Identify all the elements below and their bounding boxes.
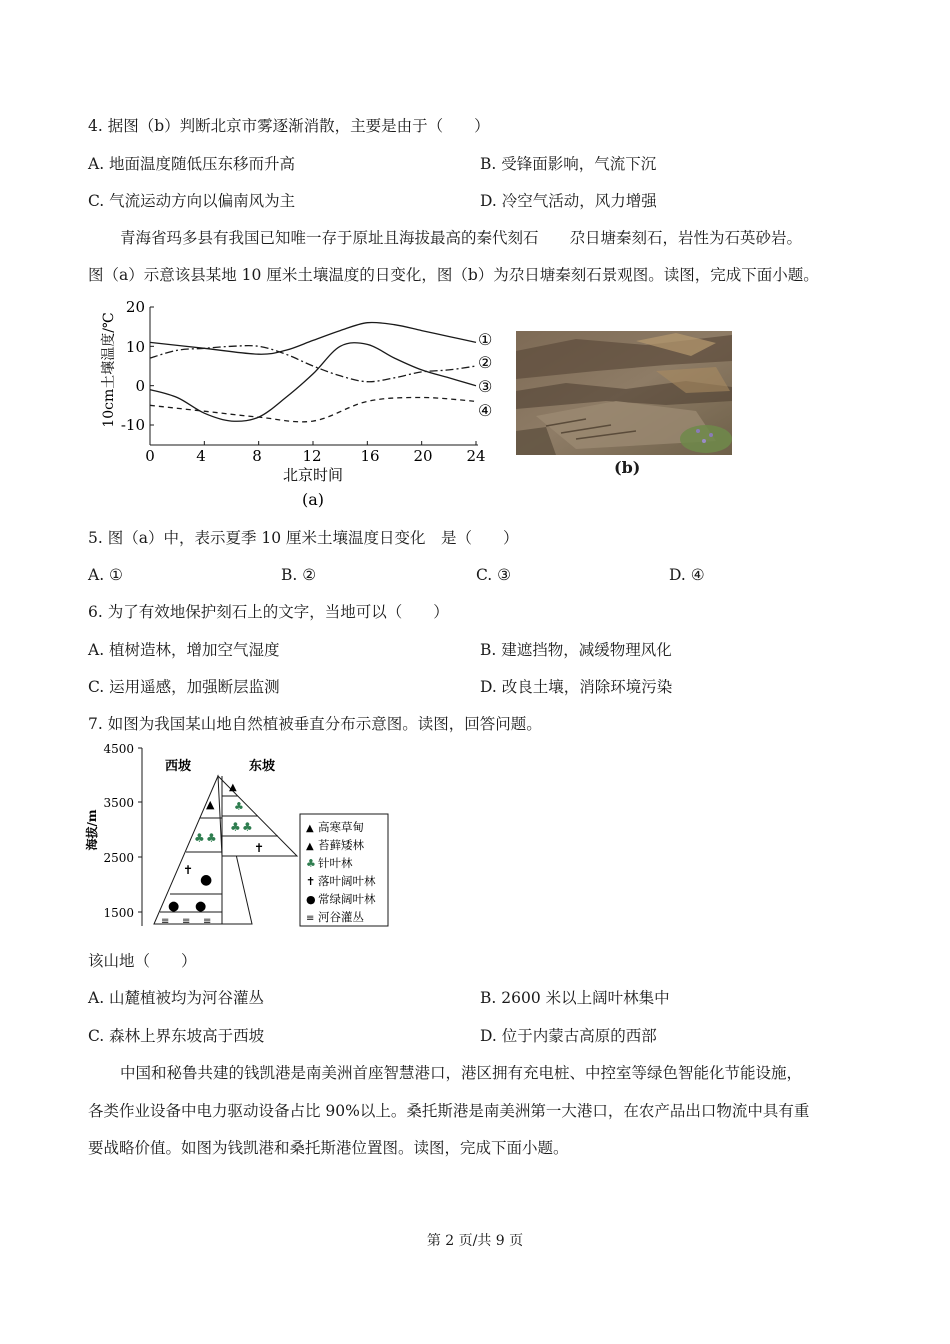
x-tick-label: 0	[145, 447, 155, 465]
q5-option-c: C. ③	[476, 566, 512, 584]
q6-stem: 6. 为了有效地保护刻石上的文字，当地可以（ ）	[88, 603, 449, 621]
curve-label-3: ③	[478, 377, 493, 396]
x-axis-label: 北京时间	[282, 466, 344, 484]
q5-option-d: D. ④	[669, 566, 705, 584]
passage1-line2: 图（a）示意该县某地 10 厘米土壤温度的日变化，图（b）为尕日塘秦刻石景观图。读图，完成下面小题。	[88, 266, 819, 284]
legend-item: 针叶林	[318, 856, 353, 870]
east-slope-label: 东坡	[248, 759, 276, 774]
moss-forest-icon: ▲	[306, 841, 314, 852]
evergreen-icon: ●	[168, 899, 180, 914]
y-axis-label: 10cm土壤温度/℃	[101, 312, 117, 428]
q7-option-a: A. 山麓植被均为河谷灌丛	[88, 989, 265, 1007]
conifer-icon: ♣	[306, 857, 316, 870]
legend-item: 河谷灌丛	[318, 910, 364, 924]
carved-rock-photo	[516, 331, 732, 455]
curve-label-4: ④	[478, 401, 493, 420]
valley-shrub-icon: ≡	[306, 913, 315, 924]
legend-item: 高寒草甸	[318, 820, 364, 834]
deciduous-icon: ✝	[254, 841, 265, 855]
deciduous-icon: ✝	[183, 863, 194, 877]
q7-after-figure: 该山地（ ）	[88, 952, 197, 970]
passage2-line3: 要战略价值。如图为钱凯港和桑托斯港位置图。读图，完成下面小题。	[88, 1139, 569, 1157]
valley-shrub-icon: ≡	[182, 916, 191, 927]
q5-stem: 5. 图（a）中，表示夏季 10 厘米土壤温度日变化 是（ ）	[88, 529, 519, 547]
evergreen-icon: ●	[200, 872, 213, 888]
y-tick-label: -10	[120, 416, 145, 434]
altitude-axis-label: 海拔/m	[85, 809, 99, 851]
q5-option-b: B. ②	[281, 566, 317, 584]
x-tick-label: 20	[413, 447, 433, 465]
altitude-tick: 1500	[103, 906, 134, 920]
legend-item: 落叶阔叶林	[318, 874, 376, 888]
legend-item: 常绿阔叶林	[318, 892, 376, 906]
alpine-meadow-icon: ▲	[306, 823, 314, 834]
q7-stem: 7. 如图为我国某山地自然植被垂直分布示意图。读图，回答问题。	[88, 715, 542, 733]
valley-shrub-icon: ≡	[203, 916, 212, 927]
conifer-icon: ♣	[194, 831, 205, 845]
y-tick-label: 20	[125, 298, 145, 316]
conifer-icon: ♣	[234, 800, 244, 813]
chart-series-group	[150, 322, 476, 421]
q4-option-d: D. 冷空气活动，风力增强	[480, 192, 657, 210]
curve-label-1: ①	[478, 330, 493, 349]
altitude-tick: 3500	[103, 796, 134, 810]
q4-option-c: C. 气流运动方向以偏南风为主	[88, 192, 296, 210]
x-tick-label: 12	[302, 447, 322, 465]
q5-option-a: A. ①	[88, 566, 123, 584]
evergreen-icon: ●	[306, 893, 316, 906]
altitude-tick: 4500	[103, 742, 134, 756]
q7-option-c: C. 森林上界东坡高于西坡	[88, 1027, 265, 1045]
curve-label-2: ②	[478, 353, 493, 372]
q7-option-b: B. 2600 米以上阔叶林集中	[480, 989, 670, 1007]
passage2-line2: 各类作业设备中电力驱动设备占比 90%以上。桑托斯港是南美洲第一大港口，在农产品出口物流中具有重	[88, 1102, 810, 1120]
y-tick-label: 10	[125, 338, 145, 356]
y-tick-label: 0	[135, 377, 145, 395]
figure-b-caption: (b)	[614, 458, 641, 477]
q6-option-b: B. 建遮挡物，减缓物理风化	[480, 641, 672, 659]
x-tick-label: 4	[196, 447, 206, 465]
alpine-meadow-icon: ▲	[229, 782, 237, 793]
q4-option-b: B. 受锋面影响，气流下沉	[480, 155, 657, 173]
q4-option-a: A. 地面温度随低压东移而升高	[88, 155, 296, 173]
q7-option-d: D. 位于内蒙古高原的西部	[480, 1027, 657, 1045]
evergreen-icon: ●	[195, 899, 207, 914]
q6-option-c: C. 运用遥感，加强断层监测	[88, 678, 280, 696]
page-footer: 第 2 页/共 9 页	[426, 1233, 524, 1249]
series-line-2	[150, 346, 476, 382]
figure-a-caption: (a)	[301, 490, 325, 509]
deciduous-icon: ✝	[306, 875, 316, 888]
soil-temperature-chart	[95, 295, 515, 517]
x-tick-label: 16	[360, 447, 380, 465]
q4-stem: 4. 据图（b）判断北京市雾逐渐消散，主要是由于（ ）	[88, 117, 490, 135]
moss-forest-icon: ▲	[206, 798, 215, 811]
x-tick-label: 24	[466, 447, 486, 465]
x-tick-label: 8	[252, 447, 262, 465]
passage2-line1: 中国和秘鲁共建的钱凯港是南美洲首座智慧港口，港区拥有充电桩、中控室等绿色智能化节能设施，	[120, 1064, 803, 1082]
legend-item: 苔藓矮林	[318, 838, 364, 852]
conifer-icon: ♣	[242, 820, 253, 834]
conifer-icon: ♣	[206, 831, 217, 845]
q6-option-d: D. 改良土壤，消除环境污染	[480, 678, 673, 696]
passage1-line1: 青海省玛多县有我国已知唯一存于原址且海拔最高的秦代刻石 尕日塘秦刻石，岩性为石英砂岩。	[120, 229, 803, 247]
mountain-vegetation-diagram	[82, 738, 402, 938]
altitude-tick: 2500	[103, 851, 134, 865]
valley-shrub-icon: ≡	[161, 916, 170, 927]
series-line-1	[150, 322, 476, 354]
q6-option-a: A. 植树造林，增加空气湿度	[88, 641, 280, 659]
west-slope-label: 西坡	[164, 759, 192, 774]
conifer-icon: ♣	[230, 820, 241, 834]
series-line-3	[150, 343, 476, 422]
